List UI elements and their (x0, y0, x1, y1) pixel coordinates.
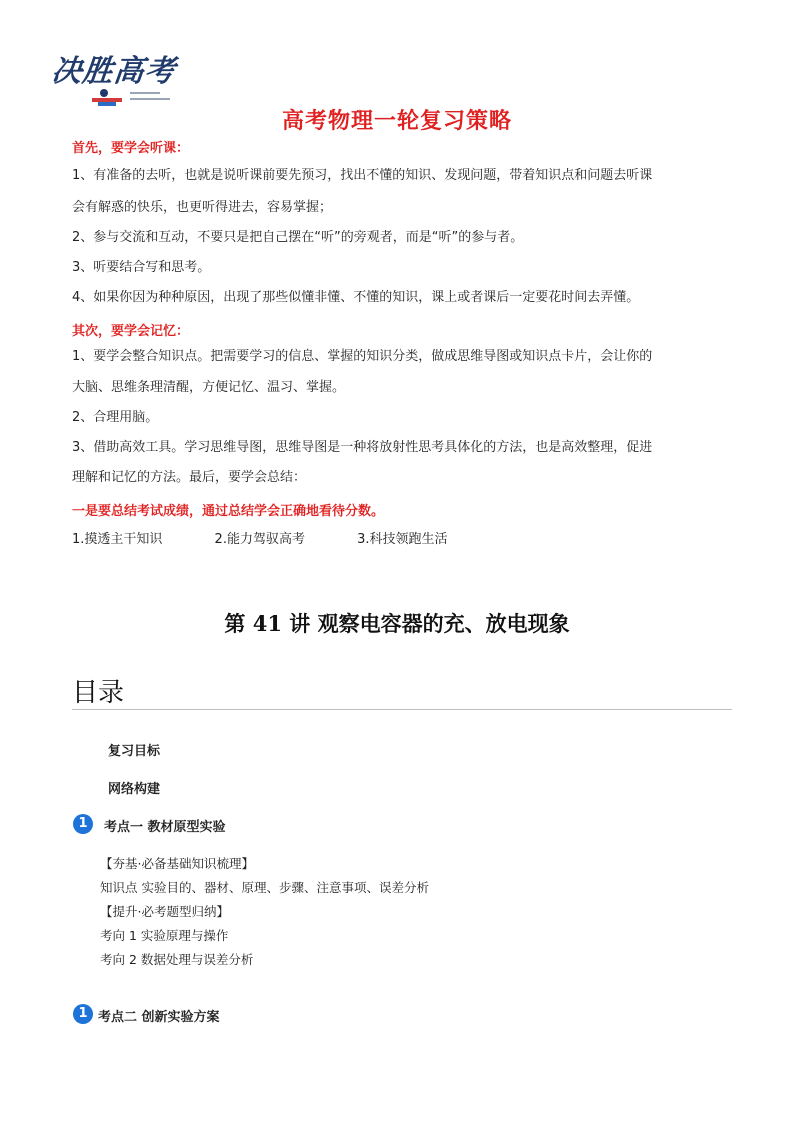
logo-text: 决胜高考 (49, 54, 178, 89)
toc-divider (72, 709, 732, 710)
kaodian-badge: 1 (73, 814, 93, 834)
toc-title: 目录 (72, 678, 125, 708)
slogan-tag: 3.科技领跑生活 (357, 532, 448, 547)
paragraph-line: 会有解惑的快乐，也更听得进去，容易掌握； (72, 200, 333, 215)
paragraph-line: 2、合理用脑。 (72, 410, 159, 425)
lecture-title: 第 41 讲 观察电容器的充、放电现象 (224, 611, 570, 636)
toc-subitem[interactable]: 【提升·必考题型归纳】 (100, 904, 229, 919)
toc-item-review-goals[interactable]: 复习目标 (108, 744, 161, 759)
paragraph-line: 2、参与交流和互动，不要只是把自己摆在“听”的旁观者，而是“听”的参与者。 (72, 230, 524, 245)
slogan-tags (72, 528, 496, 547)
toc-subitem[interactable]: 考向 1 实验原理与操作 (100, 928, 229, 943)
toc-subitem[interactable]: 知识点 实验目的、器材、原理、步骤、注意事项、误差分析 (100, 880, 429, 895)
toc-item-kaodian-2[interactable]: 考点二 创新实验方案 (98, 1010, 220, 1025)
section-heading-listening: 首先，要学会听课： (72, 141, 190, 156)
logo (50, 42, 180, 108)
summary-line: 一是要总结考试成绩，通过总结学会正确地看待分数。 (72, 504, 385, 519)
paragraph-line: 理解和记忆的方法。最后，要学会总结： (72, 470, 307, 485)
paragraph-line: 3、听要结合写和思考。 (72, 260, 211, 275)
toc-subitem[interactable]: 考向 2 数据处理与误差分析 (100, 952, 254, 967)
document-title: 高考物理一轮复习策略 (281, 109, 512, 134)
toc-item-network[interactable]: 网络构建 (108, 782, 161, 797)
toc-item-kaodian-1[interactable]: 考点一 教材原型实验 (104, 820, 226, 835)
kaodian-badge: 1 (73, 1004, 93, 1024)
toc-subitem[interactable]: 【夯基·必备基础知识梳理】 (100, 856, 254, 871)
slogan-tag: 1.摸透主干知识 (72, 532, 163, 547)
slogan-tag: 2.能力驾驭高考 (214, 532, 305, 547)
paragraph-line: 4、如果你因为种种原因，出现了那些似懂非懂、不懂的知识，课上或者课后一定要花时间去弄懂。 (72, 290, 640, 305)
section-heading-memory: 其次，要学会记忆： (72, 324, 190, 339)
paragraph-line: 1、要学会整合知识点。把需要学习的信息、掌握的知识分类，做成思维导图或知识点卡片，会让你的 (72, 349, 653, 364)
paragraph-line: 3、借助高效工具。学习思维导图，思维导图是一种将放射性思考具体化的方法，也是高效整理，促进 (72, 440, 653, 455)
paragraph-line: 大脑、思维条理清醒，方便记忆、温习、掌握。 (72, 380, 346, 395)
paragraph-line: 1、有准备的去听，也就是说听课前要先预习，找出不懂的知识、发现问题，带着知识点和问题去听课 (72, 168, 653, 183)
